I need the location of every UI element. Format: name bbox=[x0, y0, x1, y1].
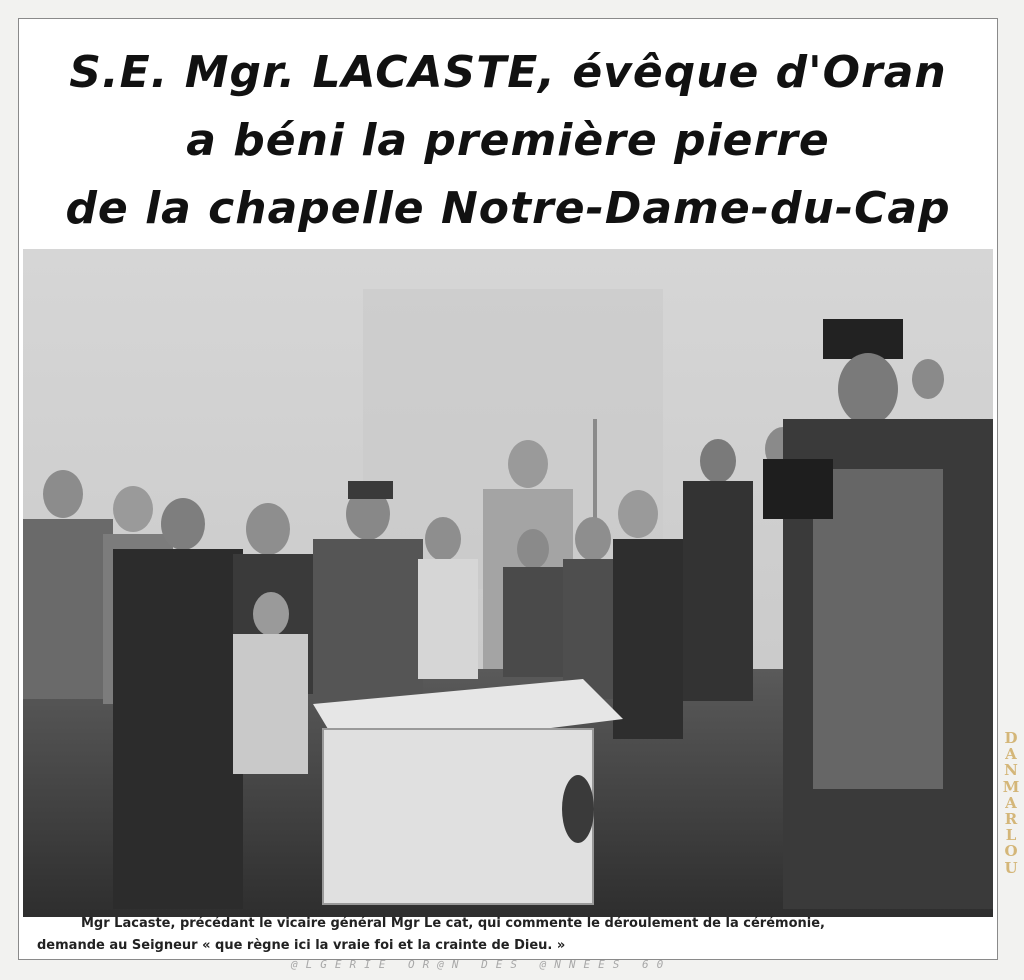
newspaper-clipping bbox=[18, 18, 998, 960]
foundation-stone bbox=[313, 679, 623, 904]
ceremony-photo bbox=[23, 249, 993, 917]
caption-line-1: Mgr Lacaste, précédant le vicaire général Mgr Le cat, qui commente le déroulement de la cérémonie, bbox=[81, 916, 825, 931]
watermark: @LGERIE OR@N DES @NNEES 60 bbox=[291, 958, 672, 971]
headline bbox=[19, 39, 997, 243]
ceremony-photo-drawing bbox=[23, 249, 993, 917]
headline-line-2: a béni la première pierre bbox=[186, 115, 830, 166]
side-watermark: DANMARLOU bbox=[1002, 729, 1020, 877]
caption-line-2: demande au Seigneur « que règne ici la vraie foi et la crainte de Dieu. » bbox=[37, 938, 566, 953]
photo-caption bbox=[37, 913, 997, 957]
headline-line-3: de la chapelle Notre-Dame-du-Cap bbox=[65, 183, 951, 234]
headline-line-1: S.E. Mgr. LACASTE, évêque d'Oran bbox=[69, 47, 947, 98]
